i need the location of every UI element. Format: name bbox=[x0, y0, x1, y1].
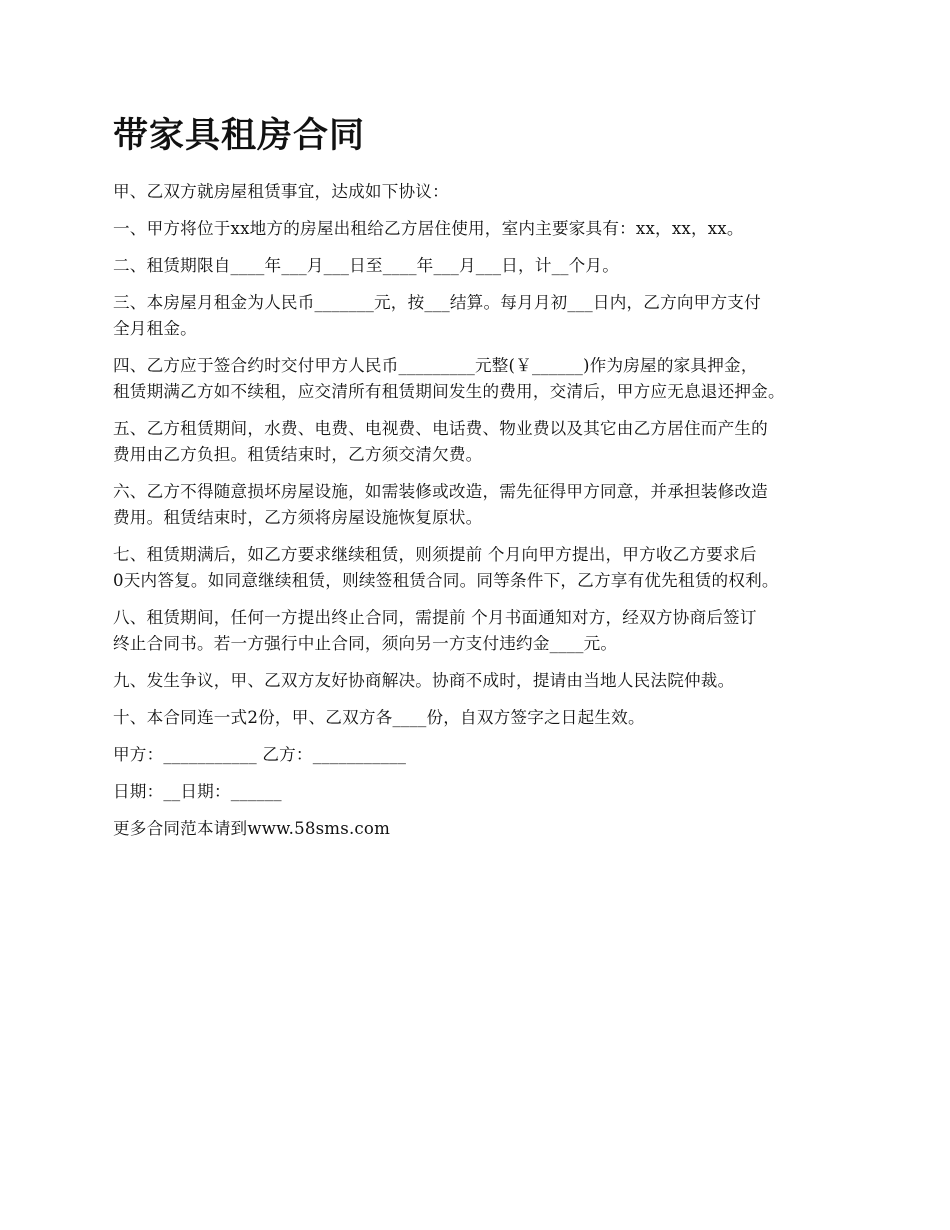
date-line: 日期：__日期：______ bbox=[113, 782, 282, 801]
clause-4-deposit: 四、乙方应于签合约时交付甲方人民币_________元整(￥______)作为房屋的家具押金， 租赁期满乙方如不续租，应交清所有租赁期间发生的费用，交清后，甲方应无息退还押金。 bbox=[113, 356, 785, 401]
footer-note: 更多合同范本请到www.58sms.com bbox=[113, 819, 391, 838]
clause-8-termination: 八、租赁期间，任何一方提出终止合同，需提前 个月书面通知对方，经双方协商后签订 终止合同书。若一方强行中止合同，须向另一方支付违约金____元。 bbox=[113, 608, 757, 653]
paragraph-intro: 甲、乙双方就房屋租赁事宜，达成如下协议： bbox=[113, 182, 449, 201]
clause-10-copies: 十、本合同连一式2份，甲、乙双方各____份，自双方签字之日起生效。 bbox=[113, 708, 645, 727]
clause-1-property-furniture: 一、甲方将位于xx地方的房屋出租给乙方居住使用，室内主要家具有：xx，xx，xx。 bbox=[113, 219, 744, 238]
clause-5-utilities: 五、乙方租赁期间，水费、电费、电视费、电话费、物业费以及其它由乙方居住而产生的 费用由乙方负担。租赁结束时，乙方须交清欠费。 bbox=[113, 419, 768, 464]
document-title: 带家具租房合同 bbox=[113, 116, 366, 156]
clause-6-damage-renovation: 六、乙方不得随意损坏房屋设施，如需装修或改造，需先征得甲方同意，并承担装修改造 费用。租赁结束时，乙方须将房屋设施恢复原状。 bbox=[113, 482, 768, 527]
clause-9-disputes: 九、发生争议，甲、乙双方友好协商解决。协商不成时，提请由当地人民法院仲裁。 bbox=[113, 671, 735, 690]
document-page bbox=[113, 110, 858, 853]
document-body bbox=[113, 179, 858, 842]
clause-2-lease-term: 二、租赁期限自____年___月___日至____年___月___日，计__个月。 bbox=[113, 256, 620, 275]
clause-3-monthly-rent: 三、本房屋月租金为人民币_______元，按___结算。每月月初___日内，乙方向甲方支付 全月租金。 bbox=[113, 293, 761, 338]
signature-line: 甲方：___________ 乙方：___________ bbox=[113, 745, 407, 764]
clause-7-renewal: 七、租赁期满后，如乙方要求继续租赁，则须提前 个月向甲方提出，甲方收乙方要求后 0天内答复。如同意继续租赁，则续签租赁合同。同等条件下，乙方享有优先租赁的权利。 bbox=[113, 545, 779, 590]
